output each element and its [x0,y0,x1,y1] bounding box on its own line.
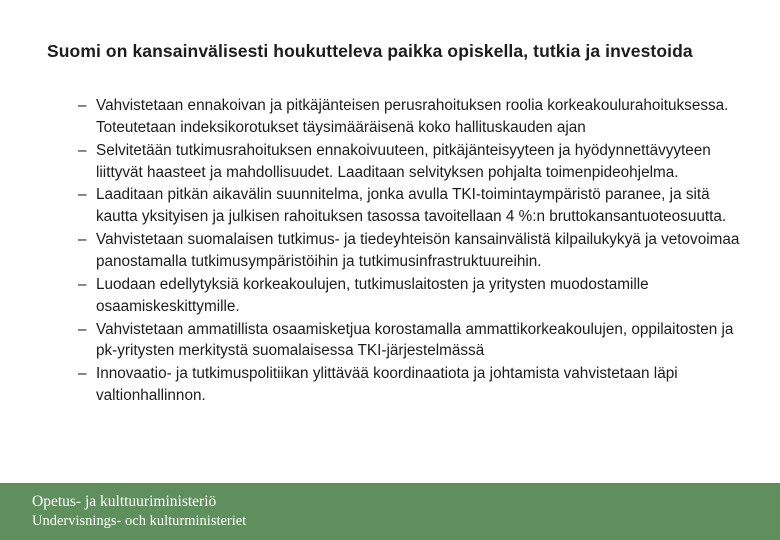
ministry-logo [32,492,246,532]
list-item [78,140,750,184]
list-item [78,229,750,273]
list-item [78,274,750,318]
list-item-text: Vahvistetaan ennakoivan ja pitkäjänteisen perusrahoituksen roolia korkeakoulurahoituksessa. Toteutetaan indeksikorotukset täysimääräisenä koko hallituskauden ajan [96,97,729,136]
bullet-marker: – [78,320,87,338]
bullet-marker: – [78,365,87,383]
list-item [78,184,750,228]
bullet-marker: – [78,97,87,114]
ministry-logo-line-fi: Opetus- ja kulttuuriministeriö [32,492,217,510]
list-item-text: Vahvistetaan ammatillista osaamisketjua korostamalla ammattikorkeakoulujen, oppilaitosten ja pk-yritysten merkitystä suomalaisessa TKI-järjestelmässä [96,320,734,360]
page-title: Suomi on kansainvälisesti houkutteleva paikka opiskella, tutkia ja investoida [47,41,693,61]
footer-bar [0,483,780,540]
list-item-text: Luodaan edellytyksiä korkeakoulujen, tutkimuslaitosten ja yritysten muodostamille osaamiskeskittymille. [96,275,649,315]
bullet-marker: – [78,231,87,249]
bullet-marker: – [78,186,87,204]
list-item [78,363,750,407]
bullet-marker: – [78,141,87,159]
bullet-list [78,95,750,408]
ministry-logo-line-sv: Undervisnings- och kulturministeriet [32,513,247,530]
list-item [78,95,750,139]
list-item-text: Innovaatio- ja tutkimuspolitiikan ylittävää koordinaatiota ja johtamista vahvistetaan läpi valtionhallinnon. [96,365,678,405]
bullet-marker: – [78,275,87,293]
list-item-text: Vahvistetaan suomalaisen tutkimus- ja tiedeyhteisön kansainvälistä kilpailukykyä ja vetovoimaa panostamalla tutkimusympäristöihin ja tutkimusinfrastruktuureihin. [96,231,740,271]
list-item [78,319,750,363]
list-item-text: Selvitetään tutkimusrahoituksen ennakoivuuteen, pitkäjänteisyyteen ja hyödynnettävyyteen liittyvät haasteet ja mahdollisuudet. Laaditaan selvityksen pohjalta toimenpideohjelma. [96,141,711,181]
list-item-text: Laaditaan pitkän aikavälin suunnitelma, jonka avulla TKI-toimintaympäristö paranee, ja sitä kautta yksityisen ja julkisen rahoituksen tasossa tavoitellaan 4 %:n bruttokansantuoteosuutta. [96,186,727,226]
